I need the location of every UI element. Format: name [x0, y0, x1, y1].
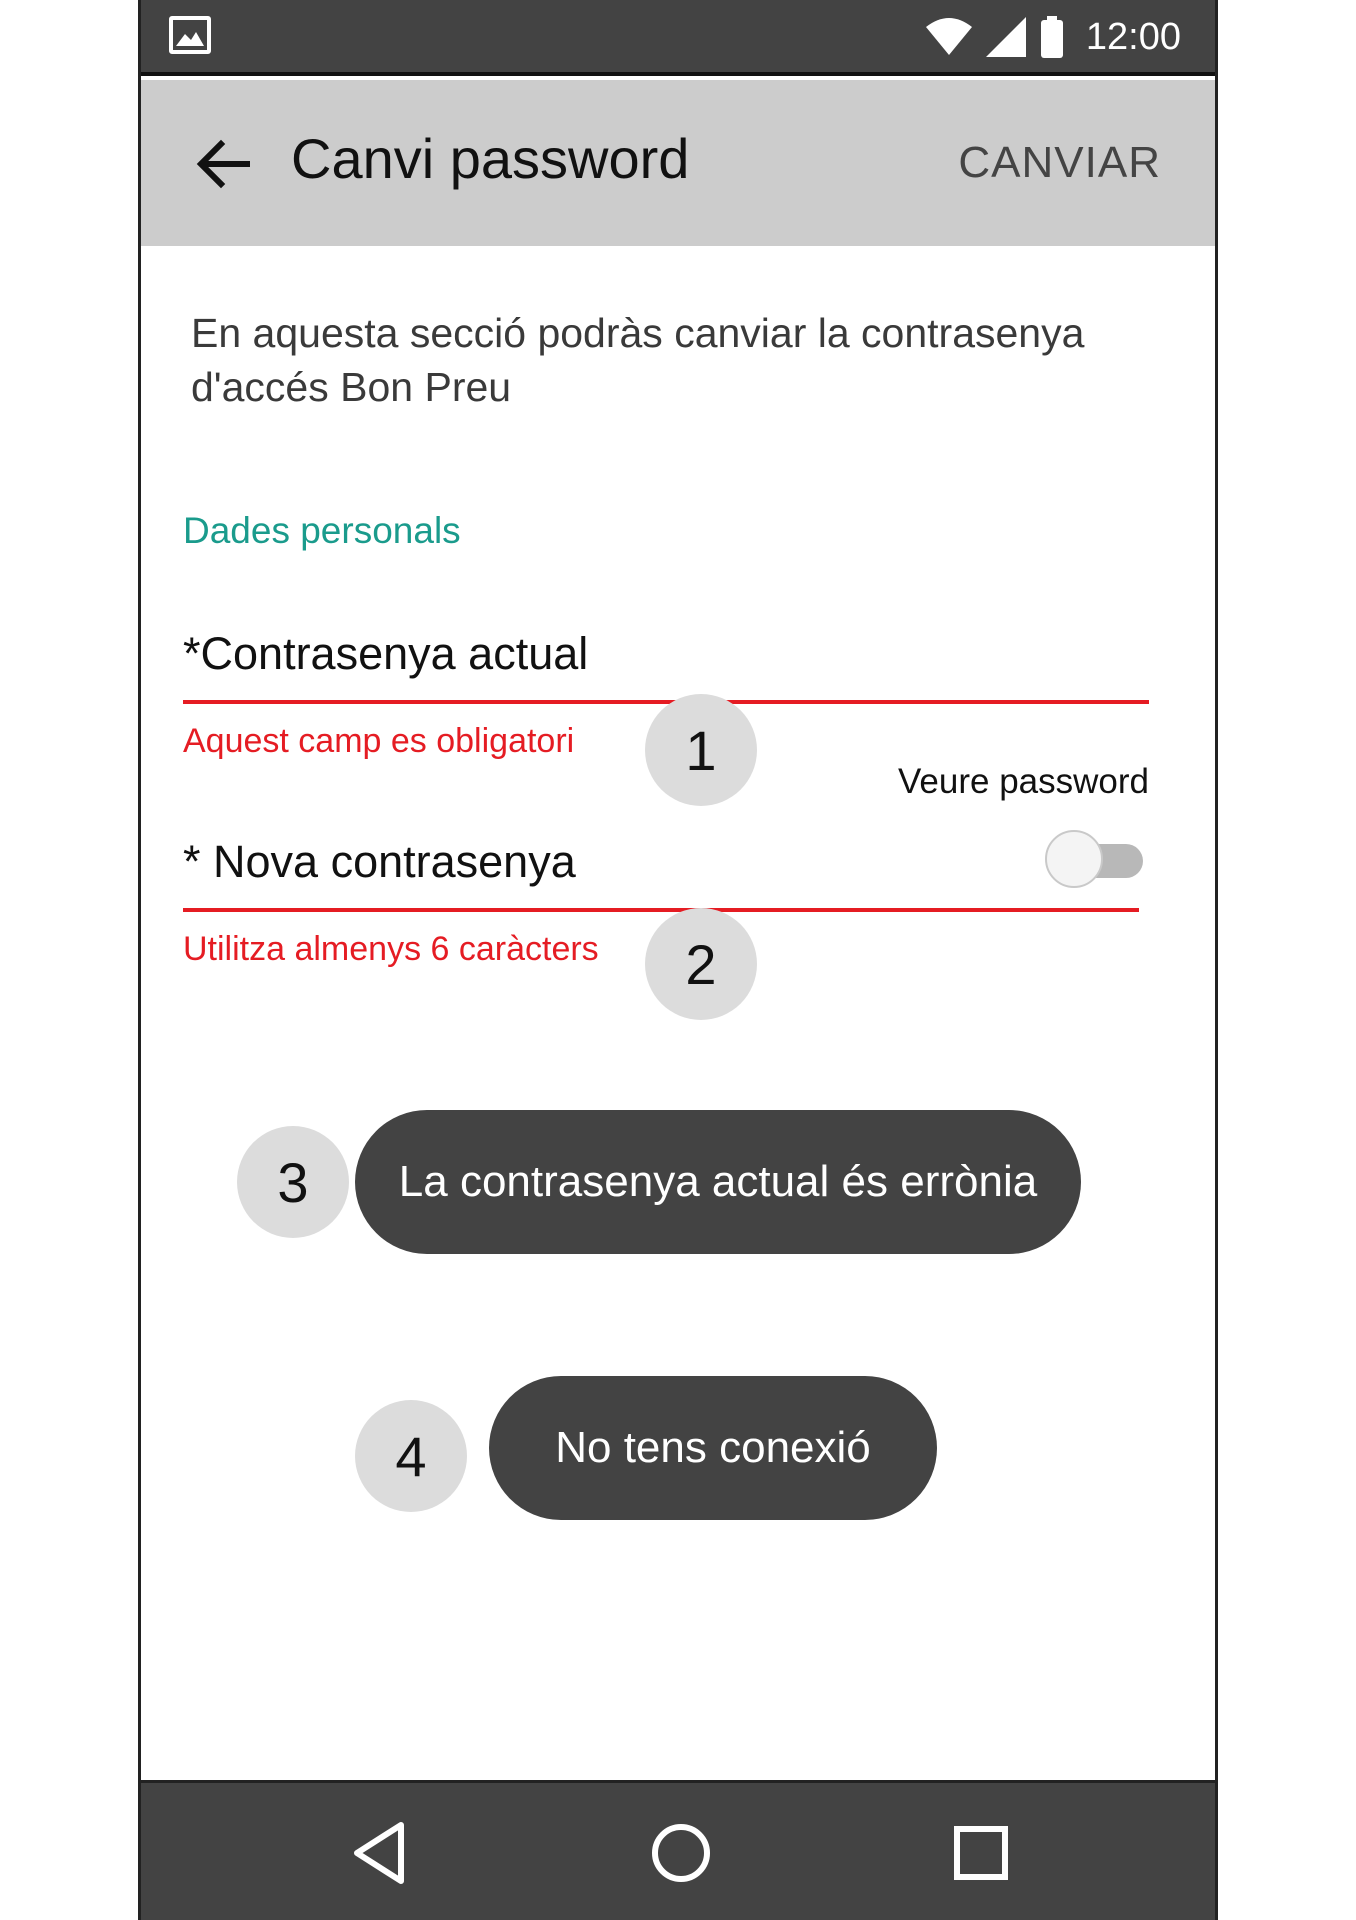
show-password-label: Veure password	[898, 762, 1149, 801]
intro-text: En aquesta secció podràs canviar la contrasenya d'accés Bon Preu	[191, 310, 1085, 410]
app-toolbar	[141, 80, 1215, 246]
toggle-thumb	[1045, 830, 1103, 888]
image-icon	[169, 16, 211, 54]
show-password-toggle[interactable]	[1045, 828, 1143, 888]
status-time: 12:00	[1085, 15, 1181, 58]
new-password-underline	[183, 908, 1139, 912]
annotation-marker-4: 4	[355, 1400, 467, 1512]
current-password-underline	[183, 700, 1149, 704]
nav-back-icon[interactable]	[339, 1811, 423, 1895]
new-password-field[interactable]: * Nova contrasenya	[183, 836, 576, 887]
phone-screen	[138, 0, 1218, 1920]
current-password-error: Aquest camp es obligatori	[183, 722, 575, 760]
page-title: Canvi password	[291, 127, 690, 190]
no-connection-toast: No tens conexió	[489, 1376, 937, 1520]
nav-recents-icon[interactable]	[939, 1811, 1023, 1895]
annotation-marker-3: 3	[237, 1126, 349, 1238]
change-button[interactable]: CANVIAR	[958, 138, 1161, 187]
battery-icon	[1040, 16, 1064, 58]
nav-home-icon[interactable]	[639, 1811, 723, 1895]
wifi-icon	[926, 17, 972, 57]
annotation-marker-2: 2	[645, 908, 757, 1020]
annotation-marker-1: 1	[645, 694, 757, 806]
new-password-error: Utilitza almenys 6 caràcters	[183, 930, 599, 968]
status-bar	[141, 0, 1215, 76]
wrong-password-toast: La contrasenya actual és errònia	[355, 1110, 1081, 1254]
navigation-bar	[141, 1780, 1215, 1920]
current-password-field[interactable]: *Contrasenya actual	[183, 628, 589, 679]
section-label: Dades personals	[183, 510, 461, 551]
status-icons	[926, 12, 1181, 62]
back-arrow-icon[interactable]	[191, 132, 255, 196]
signal-icon	[986, 17, 1026, 57]
